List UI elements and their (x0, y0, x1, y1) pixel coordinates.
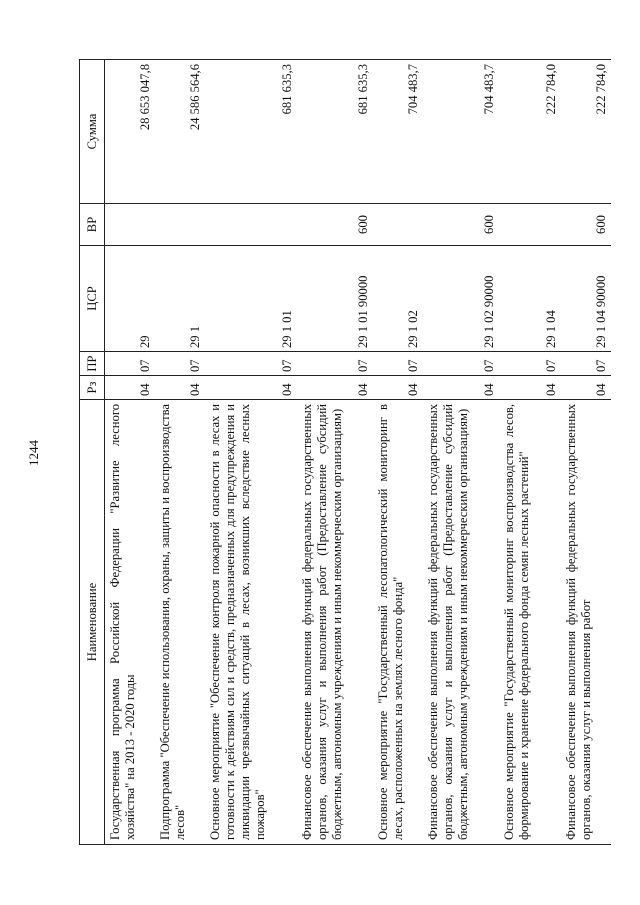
row-pr: 07 (205, 352, 297, 376)
row-vr: 600 (423, 204, 499, 246)
row-rz: 04 (561, 376, 611, 400)
row-sum: 681 635,3 (297, 60, 373, 204)
row-vr (205, 204, 297, 246)
row-sum: 704 483,7 (423, 60, 499, 204)
row-vr (499, 204, 561, 246)
budget-table-sheet (79, 60, 608, 845)
row-name: Финансовое обеспечение выполнения функций федеральных государственных органов, оказания услуг и выполнения работ (561, 400, 611, 845)
row-name: Подпрограмма "Обеспечение использования, охраны, защиты и воспроизводства лесов" (155, 400, 205, 845)
table-row (105, 60, 156, 845)
header-rz: Рз (80, 376, 105, 400)
row-sum: 28 653 047,8 (105, 60, 156, 204)
row-pr: 07 (373, 352, 423, 376)
row-pr: 07 (297, 352, 373, 376)
row-vr: 600 (297, 204, 373, 246)
table-row (561, 60, 611, 845)
row-rz: 04 (423, 376, 499, 400)
row-rz: 04 (373, 376, 423, 400)
table-row (297, 60, 373, 845)
row-rz: 04 (499, 376, 561, 400)
row-csr: 29 1 (155, 246, 205, 352)
row-pr: 07 (105, 352, 156, 376)
budget-table (79, 59, 611, 845)
table-row (423, 60, 499, 845)
row-name: Основное мероприятие "Обеспечение контроля пожарной опасности в лесах и готовности к действиям сил и средств, предназначенных для предупреждения и ликвидации чрезвычайных ситуаций в лесах, возникших вследствие лесных пожаров" (205, 400, 297, 845)
row-name: Финансовое обеспечение выполнения функций федеральных государственных органов, оказания услуг и выполнения работ (Предоставление субсидий бюджетным, автономным учреждениям и иным некоммерческим организациям) (297, 400, 373, 845)
row-pr: 07 (561, 352, 611, 376)
row-csr: 29 1 02 90000 (423, 246, 499, 352)
row-csr: 29 1 01 90000 (297, 246, 373, 352)
header-pr: ПР (80, 352, 105, 376)
row-sum: 681 635,3 (205, 60, 297, 204)
row-vr: 600 (561, 204, 611, 246)
header-csr: ЦСР (80, 246, 105, 352)
row-pr: 07 (499, 352, 561, 376)
row-sum: 222 784,0 (499, 60, 561, 204)
header-sum: Сумма (80, 60, 105, 204)
table-row (499, 60, 561, 845)
page-number: 1244 (26, 440, 41, 466)
row-csr: 29 1 01 (205, 246, 297, 352)
header-name: Наименование (80, 400, 105, 845)
row-vr (105, 204, 156, 246)
row-csr: 29 1 02 (373, 246, 423, 352)
row-sum: 222 784,0 (561, 60, 611, 204)
row-rz: 04 (205, 376, 297, 400)
table-row (155, 60, 205, 845)
header-vr: ВР (80, 204, 105, 246)
row-csr: 29 1 04 (499, 246, 561, 352)
row-name: Основное мероприятие "Государственный лесопатологический мониторинг в лесах, расположенных на землях лесного фонда" (373, 400, 423, 845)
row-name: Финансовое обеспечение выполнения функций федеральных государственных органов, оказания услуг и выполнения работ (Предоставление субсидий бюджетным, автономным учреждениям и иным некоммерческим организациям) (423, 400, 499, 845)
row-vr (155, 204, 205, 246)
row-pr: 07 (155, 352, 205, 376)
row-name: Государственная программа Российской Федерации "Развитие лесного хозяйства" на 2013 - 2020 годы (105, 400, 156, 845)
row-vr (373, 204, 423, 246)
row-sum: 24 586 564,6 (155, 60, 205, 204)
row-csr: 29 1 04 90000 (561, 246, 611, 352)
row-rz: 04 (297, 376, 373, 400)
row-sum: 704 483,7 (373, 60, 423, 204)
table-row (205, 60, 297, 845)
row-csr: 29 (105, 246, 156, 352)
table-header-row (80, 60, 105, 845)
row-rz: 04 (155, 376, 205, 400)
row-pr: 07 (423, 352, 499, 376)
row-rz: 04 (105, 376, 156, 400)
row-name: Основное мероприятие "Государственный мониторинг воспроизводства лесов, формирование и хранение федерального фонда семян лесных растений" (499, 400, 561, 845)
table-row (373, 60, 423, 845)
